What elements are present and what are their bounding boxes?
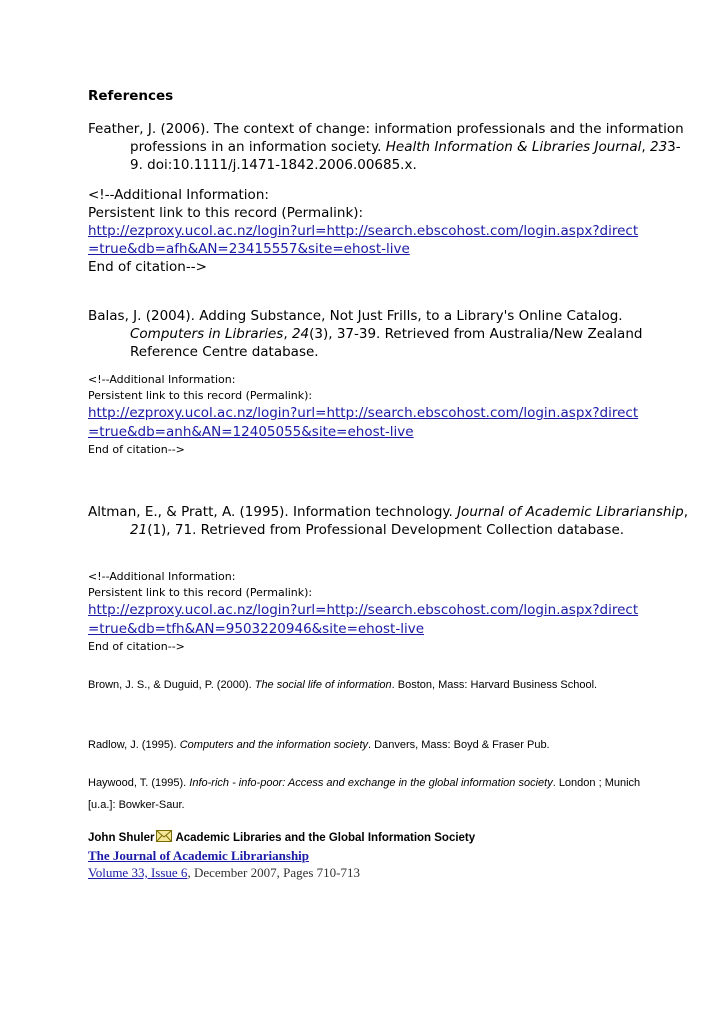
note-permalink-label: Persistent link to this record (Permalink): xyxy=(88,205,364,221)
ref-separator: , xyxy=(283,326,292,342)
note-close: End of citation--> xyxy=(88,443,185,456)
author-name: John Shuler xyxy=(88,832,155,844)
ref-publisher: . London ; Munich [u.a.]: Bowker-Saur. xyxy=(88,777,641,811)
volume-line xyxy=(88,865,648,880)
ref-pages: (3), 37-39. Retrieved from Australia/New Zealand Reference Centre database. xyxy=(130,326,643,360)
ref-publisher: . Danvers, Mass: Boyd & Fraser Pub. xyxy=(368,739,550,751)
additional-info-altman xyxy=(88,569,648,655)
ref-journal: Computers in Libraries xyxy=(130,326,284,342)
ref-title: Computers and the information society xyxy=(179,739,369,751)
reference-radlow xyxy=(88,734,648,756)
ref-text: Haywood, T. (1995). xyxy=(88,777,190,789)
reference-balas xyxy=(88,307,690,361)
note-close: End of citation--> xyxy=(88,259,207,275)
volume-date-pages: , December 2007, Pages 710-713 xyxy=(187,865,361,880)
permalink-link[interactable]: http://ezproxy.ucol.ac.nz/login?url=http://search.ebscohost.com/login.aspx?direct=true&db=anh&AN=12405055&site=ehost-live xyxy=(88,405,639,440)
reference-brown xyxy=(88,674,648,696)
volume-issue-link[interactable]: Volume 33, Issue 6 xyxy=(88,865,188,880)
ref-pages: 3-9. doi:10.1111/j.1471-1842.2006.00685.x. xyxy=(130,139,681,173)
note-open: <!--Additional Information: xyxy=(88,373,236,386)
envelope-icon[interactable] xyxy=(156,830,172,842)
ref-pages: (1), 71. Retrieved from Professional Development Collection database. xyxy=(147,522,625,538)
ref-text: Altman, E., & Pratt, A. (1995). Information technology. xyxy=(88,504,458,520)
journal-link[interactable]: The Journal of Academic Librarianship xyxy=(88,848,310,863)
reference-altman xyxy=(88,503,690,539)
ref-text: Balas, J. (2004). Adding Substance, Not Just Frills, to a Library's Online Catalog. xyxy=(88,308,623,324)
note-close: End of citation--> xyxy=(88,640,185,653)
ref-title: The social life of information xyxy=(254,679,392,691)
ref-text: Feather, J. (2006). The context of change: information professionals and the information professions in an information society. xyxy=(88,121,684,155)
note-permalink-label: Persistent link to this record (Permalink): xyxy=(88,389,313,402)
permalink-link[interactable]: http://ezproxy.ucol.ac.nz/login?url=http://search.ebscohost.com/login.aspx?direct=true&db=tfh&AN=9503220946&site=ehost-live xyxy=(88,602,639,637)
references-heading: References xyxy=(88,88,174,104)
note-open: <!--Additional Information: xyxy=(88,187,269,203)
additional-info-feather xyxy=(88,186,648,276)
reference-haywood xyxy=(88,772,648,816)
note-permalink-label: Persistent link to this record (Permalink): xyxy=(88,586,313,599)
article-citation xyxy=(88,829,648,880)
additional-info-balas xyxy=(88,372,648,458)
ref-journal: Journal of Academic Librarianship xyxy=(457,504,684,520)
article-title: Academic Libraries and the Global Information Society xyxy=(175,832,476,844)
ref-journal: Health Information & Libraries Journal xyxy=(385,139,642,155)
note-open: <!--Additional Information: xyxy=(88,570,236,583)
ref-volume: 24 xyxy=(291,326,310,342)
author-line xyxy=(88,829,648,847)
reference-feather xyxy=(88,120,690,174)
ref-separator: , xyxy=(683,504,689,520)
ref-text: Radlow, J. (1995). xyxy=(88,739,180,751)
permalink-link[interactable]: http://ezproxy.ucol.ac.nz/login?url=http://search.ebscohost.com/login.aspx?direct=true&db=afh&AN=23415557&site=ehost-live xyxy=(88,223,639,257)
ref-title: Info-rich - info-poor: Access and exchange in the global information society xyxy=(189,777,553,789)
ref-volume: 21 xyxy=(130,522,148,538)
ref-volume: 23 xyxy=(649,139,668,155)
ref-publisher: . Boston, Mass: Harvard Business School. xyxy=(391,679,598,691)
ref-separator: , xyxy=(641,139,650,155)
ref-text: Brown, J. S., & Duguid, P. (2000). xyxy=(88,679,255,691)
